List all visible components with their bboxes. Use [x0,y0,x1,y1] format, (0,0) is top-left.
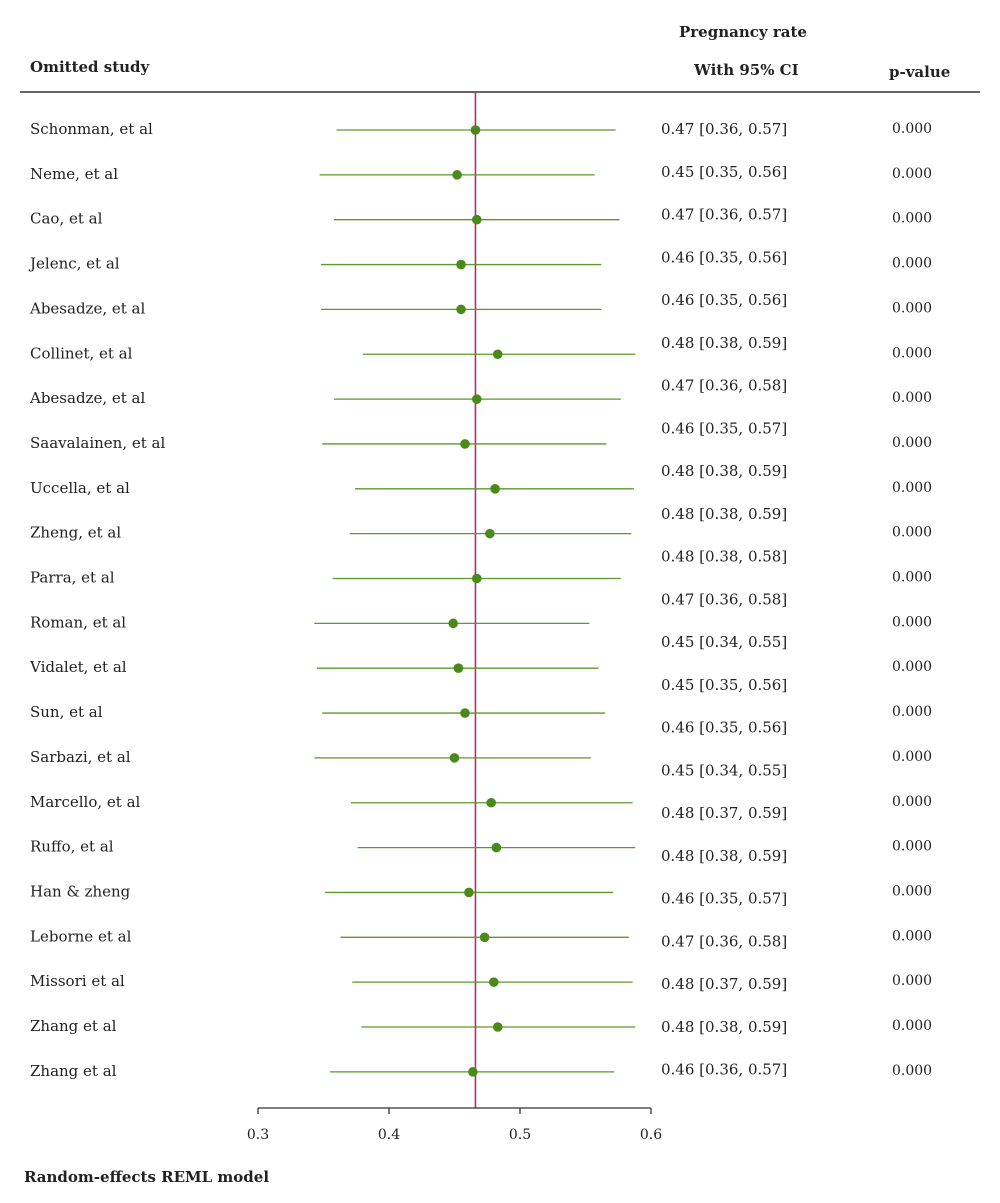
point-estimate [489,977,499,987]
ci-text: 0.48 [0.38, 0.59] [661,1017,788,1036]
header-with-ci: With 95% CI [694,61,799,79]
ci-text: 0.46 [0.35, 0.56] [661,718,788,737]
point-estimate [468,1067,478,1077]
study-label: Zheng, et al [30,523,122,542]
study-label: Sarbazi, et al [30,747,131,766]
x-tick-label: 0.3 [246,1127,270,1143]
ci-text: 0.47 [0.36, 0.58] [661,590,788,609]
study-label: Cao, et al [30,209,103,228]
ci-text: 0.46 [0.36, 0.57] [661,1060,788,1079]
point-estimate [490,484,500,494]
p-value-cell: 0.000 [892,165,933,182]
p-value-cell: 0.000 [892,973,933,990]
p-value-cell: 0.000 [892,704,933,721]
ci-text: 0.45 [0.34, 0.55] [661,761,788,780]
ci-text: 0.48 [0.38, 0.59] [661,504,788,523]
point-estimate [472,574,482,584]
study-label: Han & zheng [30,882,131,901]
p-value-cell: 0.000 [892,1062,933,1079]
study-label: Vidalet, et al [30,658,127,677]
x-tick-label: 0.4 [377,1127,401,1143]
p-value-cell: 0.000 [892,255,933,272]
point-estimate [448,619,458,629]
point-estimate [456,260,466,270]
p-value-cell: 0.000 [892,793,933,810]
header-pregnancy-rate: Pregnancy rate [679,23,807,41]
point-estimate [454,663,464,673]
study-label: Missori et al [30,972,125,991]
ci-text: 0.45 [0.35, 0.56] [661,675,788,694]
ci-text: 0.48 [0.38, 0.59] [661,333,788,352]
p-value-cell: 0.000 [892,614,933,631]
p-value-cell: 0.000 [892,659,933,676]
point-estimate [472,394,482,404]
study-label: Zhang et al [30,1061,117,1080]
p-value-cell: 0.000 [892,300,933,317]
point-estimate [471,125,481,135]
point-estimate [452,170,462,180]
p-value-cell: 0.000 [892,883,933,900]
point-estimate [464,888,474,898]
point-estimate [456,305,466,315]
point-estimate [486,798,496,808]
p-value-cell: 0.000 [892,928,933,945]
p-value-cell: 0.000 [892,838,933,855]
p-value-cell: 0.000 [892,524,933,541]
point-estimate [460,708,470,718]
study-label: Uccella, et al [30,478,130,497]
p-value-cell: 0.000 [892,569,933,586]
point-estimate [480,933,490,943]
study-label: Abesadze, et al [30,389,146,408]
study-label: Zhang et al [30,1017,117,1035]
point-estimate [492,843,502,853]
x-tick-label: 0.5 [508,1127,532,1143]
study-label: Neme, et al [30,164,119,183]
p-value-cell: 0.000 [892,390,933,407]
ci-text: 0.47 [0.36, 0.58] [661,932,788,951]
p-value-cell: 0.000 [892,1018,933,1034]
study-label: Marcello, et al [30,792,141,811]
ci-text: 0.46 [0.35, 0.57] [661,889,788,908]
study-label: Roman, et al [30,613,127,632]
ci-text: 0.47 [0.36, 0.57] [661,120,788,138]
p-value-cell: 0.000 [892,748,933,765]
study-label: Sun, et al [30,703,103,722]
study-label: Ruffo, et al [30,837,114,856]
point-estimate [472,215,482,225]
ci-text: 0.48 [0.38, 0.58] [661,547,788,566]
ci-text: 0.48 [0.37, 0.59] [661,975,788,993]
point-estimate [460,439,470,449]
model-label: Random-effects REML model [24,1168,270,1186]
study-label: Schonman, et al [30,120,153,138]
ci-text: 0.47 [0.36, 0.58] [661,376,788,395]
ci-text: 0.48 [0.38, 0.59] [661,846,788,865]
study-label: Saavalainen, et al [30,433,166,452]
point-estimate [485,529,495,539]
p-value-cell: 0.000 [892,434,933,451]
p-value-cell: 0.000 [892,210,933,227]
point-estimate [493,1022,503,1032]
ci-text: 0.45 [0.35, 0.56] [661,162,788,181]
study-label: Collinet, et al [30,344,133,363]
header-p-value: p-value [889,63,951,81]
p-value-cell: 0.000 [892,479,933,496]
ci-text: 0.46 [0.35, 0.56] [661,248,788,267]
study-label: Parra, et al [30,568,115,587]
study-label: Abesadze, et al [30,299,146,318]
ci-text: 0.45 [0.34, 0.55] [661,633,788,651]
ci-text: 0.48 [0.38, 0.59] [661,462,788,480]
point-estimate [450,753,460,763]
ci-text: 0.47 [0.36, 0.57] [661,205,788,224]
ci-text: 0.48 [0.37, 0.59] [661,804,788,822]
p-value-cell: 0.000 [892,121,933,137]
study-label: Leborne et al [30,927,132,946]
p-value-cell: 0.000 [892,345,933,362]
study-label: Jelenc, et al [30,254,120,273]
x-tick-label: 0.6 [639,1127,663,1143]
ci-text: 0.46 [0.35, 0.57] [661,419,788,438]
ci-text: 0.46 [0.35, 0.56] [661,291,788,309]
header-omitted-study: Omitted study [30,58,150,76]
point-estimate [493,349,503,359]
